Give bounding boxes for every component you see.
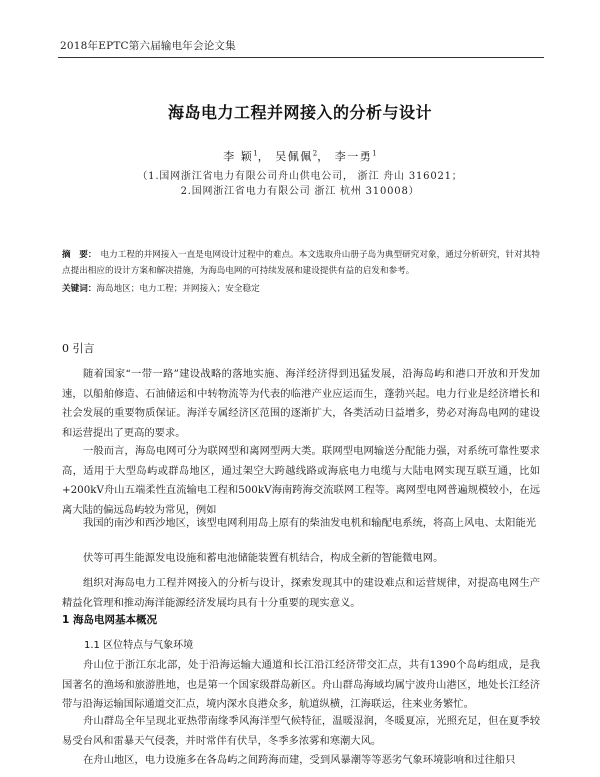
- paragraph: 组织对海岛电力工程并网接入的分析与设计，探索发现其中的建设难点和运营规律，对提高电网生产精益化管理和推动海洋能源经济发展均具有十分重要的现实意义。: [62, 577, 540, 609]
- paragraph: 在舟山地区，电力设施多在各岛屿之间跨海而建，受到风暴潮等等恶劣气象环境影响和过往船只: [83, 754, 516, 766]
- author-1-affil: 1: [253, 149, 258, 158]
- author-line: 李 颖$^1$， 吴佩佩$^2$， 李一勇$^1$: [223, 149, 377, 163]
- section-heading-overview: 1 海岛电网基本概况: [62, 614, 157, 626]
- keywords-label: 关键词：: [62, 284, 97, 294]
- affiliation-1: （1.国网浙江省电力有限公司舟山供电公司， 浙江 舟山 316021；: [137, 171, 463, 182]
- paragraph: 随着国家“一带一路”建设战略的落地实施、海洋经济得到迅猛发展，沿海岛屿和港口开放和开发加速，以船舶修造、石油储运和中转物流等为代表的临港产业应运而生，蓬勃兴起。电力行业是经济增长和社会发展的重要物质保证。海洋专属经济区范围的逐渐扩大，各类活动日益增多，势必对海岛电网的建设和运营提出了更高的要求。: [62, 368, 540, 439]
- affiliation-2: 2.国网浙江省电力有限公司 浙江 杭州 310008）: [180, 186, 420, 197]
- abstract-text: 电力工程的并网接入一直是电网设计过程中的难点。本文选取舟山册子岛为典型研究对象，通过分析研究，针对其特点提出相应的设计方案和解决措施，为海岛电网的可持续发展和建设提供有益的启发和参考。: [62, 250, 540, 276]
- paragraph: 一般而言，海岛电网可分为联网型和离网型两大类。联网型电网输送分配能力强，对系统可靠性要求高，适用于大型岛屿或群岛地区，通过架空大跨越线路或海底电力电缆与大陆电网实现互联互通，比如+200kV舟山五端柔性直流输电工程和500kV海南跨海交流联网工程等。离网型电网普遍规模较小，在远离大陆的偏远岛屿较为常见，例如: [62, 445, 540, 516]
- header-rule: [58, 57, 544, 58]
- paragraph: 我国的南沙和西沙地区，该型电网利用岛上原有的柴油发电机和输配电系统，将高上风电、太阳能光: [83, 517, 537, 529]
- section-heading-introduction: 0 引言: [62, 342, 95, 355]
- abstract: [62, 247, 540, 279]
- author-2-affil: 2: [312, 149, 318, 158]
- author-1: 李 颖: [223, 150, 254, 163]
- keywords: [62, 282, 540, 294]
- keywords-text: 海岛地区；电力工程；并网接入；安全稳定: [96, 284, 260, 294]
- paragraph: 伏等可再生能源发电设施和蓄电池储能装置有机结合，构成全新的智能微电网。: [83, 552, 444, 564]
- running-head: 2018年EPTC第六届输电年会论文集: [60, 40, 236, 52]
- author-3: 李一勇: [334, 150, 373, 163]
- paper-title: 海岛电力工程并网接入的分析与设计: [167, 103, 432, 122]
- subsection-heading-location: 1.1 区位特点与气象环境: [84, 640, 194, 651]
- paragraph: 舟山位于浙江东北部，处于沿海运输大通道和长江沿江经济带交汇点，共有1390个岛屿组成，是我国著名的渔场和旅游胜地，也是第一个国家级群岛新区。舟山群岛海域均属宁波舟山港区，地处长江经济带与沿海运输国际通道交汇点，境内深水良港众多，航道纵横，江海联运，往来业务繁忙。: [62, 659, 540, 710]
- abstract-label: 摘 要：: [62, 250, 97, 260]
- paragraph: 舟山群岛全年呈现北亚热带南缘季风海洋型气候特征，温暖湿润，冬暖夏凉，光照充足，但在夏季较易受台风和雷暴天气侵袭，并时常伴有伏旱，冬季多浓雾和寒潮大风。: [62, 715, 540, 747]
- author-3-affil: 1: [372, 149, 377, 158]
- author-2: 吴佩佩: [275, 150, 313, 163]
